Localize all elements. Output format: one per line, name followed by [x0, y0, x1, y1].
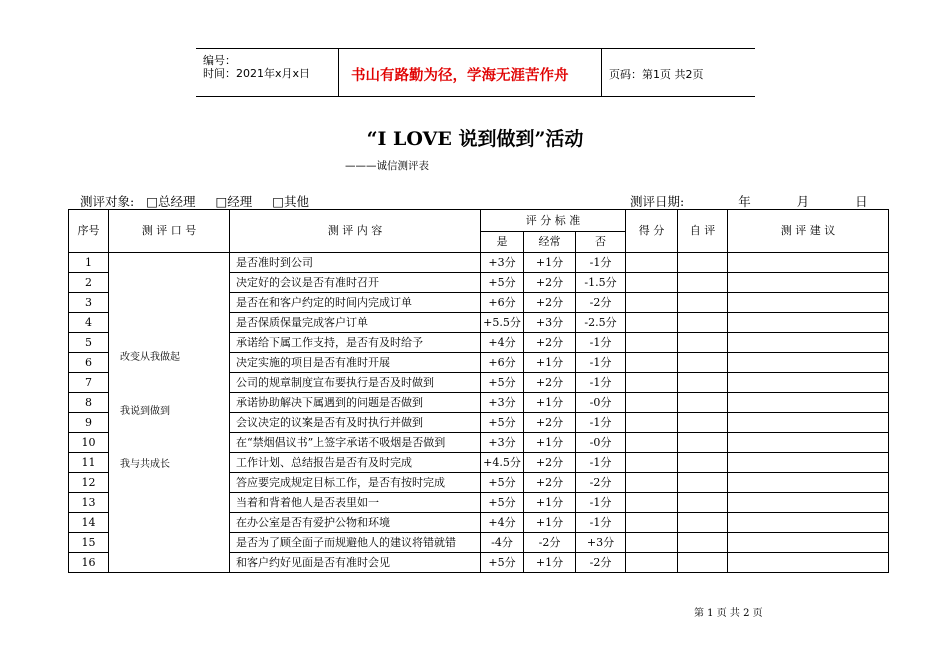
- self-eval-cell[interactable]: [678, 353, 728, 373]
- header-often: 经常: [524, 232, 576, 253]
- score-yes: +3分: [481, 253, 524, 273]
- score-yes: +5分: [481, 373, 524, 393]
- row-content: 是否准时到公司: [230, 253, 481, 273]
- score-yes: +3分: [481, 393, 524, 413]
- score-often: +2分: [524, 293, 576, 313]
- row-content: 答应要完成规定目标工作，是否有按时完成: [230, 473, 481, 493]
- score-often: +3分: [524, 313, 576, 333]
- row-content: 工作计划、总结报告是否有及时完成: [230, 453, 481, 473]
- target-line: [80, 192, 309, 210]
- page-title: “I LOVE 说到做到”活动: [366, 128, 584, 150]
- header-divider: [338, 48, 339, 96]
- self-eval-cell[interactable]: [678, 333, 728, 353]
- row-seq: 6: [69, 353, 109, 373]
- row-seq: 15: [69, 533, 109, 553]
- advice-cell[interactable]: [728, 353, 889, 373]
- score-yes: +4分: [481, 333, 524, 353]
- score-input-cell[interactable]: [626, 553, 678, 573]
- evaluation-table: [68, 209, 889, 573]
- advice-cell[interactable]: [728, 373, 889, 393]
- date-line: [630, 192, 868, 210]
- score-yes: +4.5分: [481, 453, 524, 473]
- self-eval-cell[interactable]: [678, 473, 728, 493]
- score-yes: +5分: [481, 273, 524, 293]
- header-content: 测 评 内 容: [230, 210, 481, 253]
- score-input-cell[interactable]: [626, 493, 678, 513]
- option-manager[interactable]: □经理: [215, 194, 253, 209]
- row-content: 决定好的会议是否有准时召开: [230, 273, 481, 293]
- score-no: -1.5分: [576, 273, 626, 293]
- score-yes: -4分: [481, 533, 524, 553]
- header-no: 否: [576, 232, 626, 253]
- row-seq: 8: [69, 393, 109, 413]
- page-label: 页码：第1页 共2页: [609, 68, 704, 81]
- self-eval-cell[interactable]: [678, 493, 728, 513]
- row-content: 是否在和客户约定的时间内完成订单: [230, 293, 481, 313]
- row-seq: 5: [69, 333, 109, 353]
- score-often: +2分: [524, 273, 576, 293]
- self-eval-cell[interactable]: [678, 273, 728, 293]
- row-seq: 9: [69, 413, 109, 433]
- row-content: 和客户约好见面是否有准时会见: [230, 553, 481, 573]
- row-content: 承诺给下属工作支持，是否有及时给予: [230, 333, 481, 353]
- score-yes: +5.5分: [481, 313, 524, 333]
- row-content: 是否为了顾全面子而规避他人的建议将错就错: [230, 533, 481, 553]
- score-no: -2.5分: [576, 313, 626, 333]
- header-self: 自 评: [678, 210, 728, 253]
- self-eval-cell[interactable]: [678, 393, 728, 413]
- serial-label: 编号：: [203, 54, 236, 67]
- score-yes: +6分: [481, 353, 524, 373]
- advice-cell[interactable]: [728, 433, 889, 453]
- score-no: -2分: [576, 553, 626, 573]
- score-often: +1分: [524, 513, 576, 533]
- advice-cell[interactable]: [728, 453, 889, 473]
- row-content: 会议决定的议案是否有及时执行并做到: [230, 413, 481, 433]
- row-content: 在“禁烟倡议书”上签字承诺不吸烟是否做到: [230, 433, 481, 453]
- row-seq: 7: [69, 373, 109, 393]
- score-often: +2分: [524, 453, 576, 473]
- row-seq: 2: [69, 273, 109, 293]
- score-input-cell[interactable]: [626, 253, 678, 273]
- score-yes: +5分: [481, 473, 524, 493]
- advice-cell[interactable]: [728, 273, 889, 293]
- page-subtitle: ———诚信测评表: [345, 160, 429, 172]
- advice-cell[interactable]: [728, 313, 889, 333]
- header-score: 得 分: [626, 210, 678, 253]
- row-seq: 14: [69, 513, 109, 533]
- score-input-cell[interactable]: [626, 273, 678, 293]
- score-no: -1分: [576, 253, 626, 273]
- row-seq: 16: [69, 553, 109, 573]
- score-no: -1分: [576, 353, 626, 373]
- advice-cell[interactable]: [728, 253, 889, 273]
- score-no: -2分: [576, 293, 626, 313]
- score-often: +2分: [524, 413, 576, 433]
- advice-cell[interactable]: [728, 473, 889, 493]
- advice-cell[interactable]: [728, 333, 889, 353]
- score-no: -1分: [576, 453, 626, 473]
- time-label: 时间：2021年x月x日: [203, 67, 311, 80]
- score-yes: +5分: [481, 413, 524, 433]
- advice-cell[interactable]: [728, 513, 889, 533]
- score-input-cell[interactable]: [626, 293, 678, 313]
- advice-cell[interactable]: [728, 413, 889, 433]
- score-no: -1分: [576, 513, 626, 533]
- score-yes: +5分: [481, 493, 524, 513]
- score-often: +2分: [524, 373, 576, 393]
- self-eval-cell[interactable]: [678, 313, 728, 333]
- score-input-cell[interactable]: [626, 353, 678, 373]
- self-eval-cell[interactable]: [678, 373, 728, 393]
- self-eval-cell[interactable]: [678, 293, 728, 313]
- header-dimension: 测 评 口 号: [109, 210, 230, 253]
- row-seq: 3: [69, 293, 109, 313]
- advice-cell[interactable]: [728, 493, 889, 513]
- category-label: 改变从我做起: [120, 352, 180, 363]
- row-content: 当着和背着他人是否表里如一: [230, 493, 481, 513]
- header-bottom-rule: [196, 96, 755, 97]
- score-often: +2分: [524, 473, 576, 493]
- row-content: 公司的规章制度宣布要执行是否及时做到: [230, 373, 481, 393]
- score-often: +1分: [524, 393, 576, 413]
- header-advice: 测 评 建 议: [728, 210, 889, 253]
- score-input-cell[interactable]: [626, 413, 678, 433]
- score-often: +2分: [524, 333, 576, 353]
- date-month: 月: [796, 194, 810, 209]
- score-input-cell[interactable]: [626, 373, 678, 393]
- score-input-cell[interactable]: [626, 393, 678, 413]
- header-top-rule: [196, 48, 755, 49]
- row-content: 在办公室是否有爱护公物和环境: [230, 513, 481, 533]
- score-input-cell[interactable]: [626, 473, 678, 493]
- row-seq: 13: [69, 493, 109, 513]
- row-content: 承诺协助解决下属遇到的问题是否做到: [230, 393, 481, 413]
- header-standard: 评 分 标 准: [481, 210, 626, 232]
- row-content: 是否保质保量完成客户订单: [230, 313, 481, 333]
- header-divider: [601, 48, 602, 96]
- category-label: 我说到做到: [120, 406, 170, 417]
- self-eval-cell[interactable]: [678, 453, 728, 473]
- score-input-cell[interactable]: [626, 313, 678, 333]
- score-often: +1分: [524, 253, 576, 273]
- score-input-cell[interactable]: [626, 513, 678, 533]
- option-other[interactable]: □其他: [272, 194, 310, 209]
- score-input-cell[interactable]: [626, 333, 678, 353]
- page-footer: 第 1 页 共 2 页: [694, 608, 763, 619]
- self-eval-cell[interactable]: [678, 533, 728, 553]
- advice-cell[interactable]: [728, 533, 889, 553]
- score-no: -2分: [576, 473, 626, 493]
- date-label: 测评日期:: [630, 194, 685, 209]
- option-general-manager[interactable]: □总经理: [146, 194, 196, 209]
- score-no: +3分: [576, 533, 626, 553]
- advice-cell[interactable]: [728, 393, 889, 413]
- score-yes: +5分: [481, 553, 524, 573]
- score-no: -1分: [576, 493, 626, 513]
- header-yes: 是: [481, 232, 524, 253]
- score-yes: +3分: [481, 433, 524, 453]
- score-often: +1分: [524, 353, 576, 373]
- row-content: 决定实施的项目是否有准时开展: [230, 353, 481, 373]
- date-day: 日: [855, 194, 868, 209]
- score-input-cell[interactable]: [626, 533, 678, 553]
- row-seq: 4: [69, 313, 109, 333]
- score-often: -2分: [524, 533, 576, 553]
- score-yes: +6分: [481, 293, 524, 313]
- score-input-cell[interactable]: [626, 433, 678, 453]
- score-yes: +4分: [481, 513, 524, 533]
- table-row: [69, 253, 889, 273]
- category-label: 我与共成长: [120, 459, 170, 470]
- score-often: +1分: [524, 553, 576, 573]
- row-seq: 10: [69, 433, 109, 453]
- self-eval-cell[interactable]: [678, 433, 728, 453]
- target-label: 测评对象:: [80, 194, 135, 209]
- score-often: +1分: [524, 433, 576, 453]
- date-year: 年: [738, 194, 751, 209]
- score-often: +1分: [524, 493, 576, 513]
- self-eval-cell[interactable]: [678, 513, 728, 533]
- score-no: -1分: [576, 373, 626, 393]
- score-no: -0分: [576, 393, 626, 413]
- score-no: -1分: [576, 333, 626, 353]
- row-seq: 11: [69, 453, 109, 473]
- score-no: -0分: [576, 433, 626, 453]
- self-eval-cell[interactable]: [678, 413, 728, 433]
- header-seq: 序号: [69, 210, 109, 253]
- score-input-cell[interactable]: [626, 453, 678, 473]
- score-no: -1分: [576, 413, 626, 433]
- advice-cell[interactable]: [728, 293, 889, 313]
- self-eval-cell[interactable]: [678, 553, 728, 573]
- advice-cell[interactable]: [728, 553, 889, 573]
- row-seq: 1: [69, 253, 109, 273]
- self-eval-cell[interactable]: [678, 253, 728, 273]
- row-seq: 12: [69, 473, 109, 493]
- motto: 书山有路勤为径，学海无涯苦作舟: [351, 68, 569, 84]
